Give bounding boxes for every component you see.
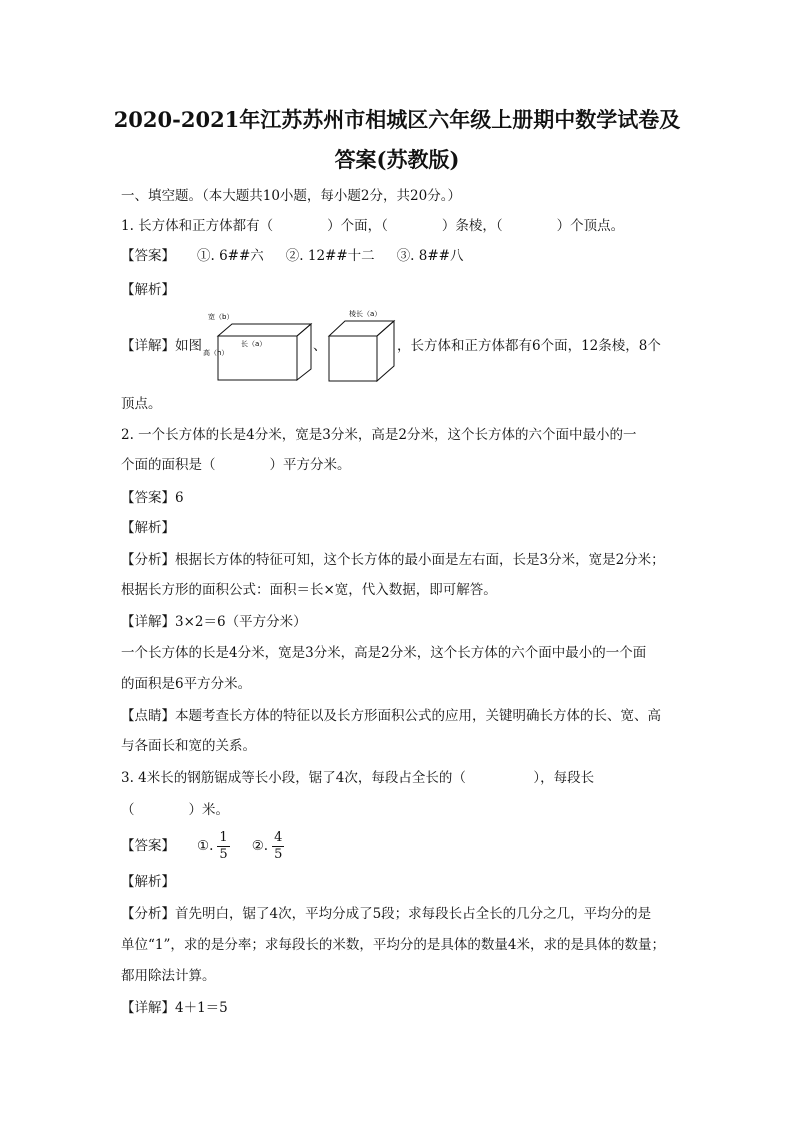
q1-detail-end: 顶点。 bbox=[121, 396, 162, 412]
section-heading: 一、填空题。（本大题共10小题，每小题2分，共20分。） bbox=[121, 188, 461, 204]
q1-analysis-tag: 【解析】 bbox=[121, 282, 175, 298]
cube-diagram bbox=[327, 306, 401, 382]
q2-question-line-2: 个面的面积是（ ）平方分米。 bbox=[121, 457, 351, 473]
q2-conclusion-line-2: 的面积是6平方分米。 bbox=[121, 676, 252, 692]
q2-analysis-line-1: 【分析】根据长方体的特征可知，这个长方体的最小面是左右面，长是3分米，宽是2分米； bbox=[121, 552, 665, 568]
q1-detail-prefix: 【详解】如图 bbox=[121, 338, 202, 354]
q2-conclusion-line-1: 一个长方体的长是4分米，宽是3分米，高是2分米，这个长方体的六个面中最小的一个面 bbox=[121, 645, 647, 661]
q3-answer-2: ②. $\frac{4}{5}$ bbox=[251, 830, 283, 862]
q3-question-line-2: （ ）米。 bbox=[121, 802, 229, 818]
q3-analysis-line-1: 【分析】首先明白，锯了4次，平均分成了5段；求每段长占全长的几分之几，平均分的是 bbox=[121, 906, 652, 922]
q2-analysis-tag: 【解析】 bbox=[121, 520, 175, 536]
cuboid-width-label: 宽（b） bbox=[208, 313, 234, 321]
fraction-four-fifths: $\frac{4}{5}$ bbox=[274, 830, 283, 862]
q2-analysis-line-2: 根据长方形的面积公式：面积＝长×宽，代入数据，即可解答。 bbox=[121, 582, 497, 598]
cuboid-height-label: 高（h） bbox=[203, 349, 229, 357]
q3-analysis-tag: 【解析】 bbox=[121, 874, 175, 890]
q2-answer: 【答案】6 bbox=[121, 490, 184, 506]
q2-detail: 【详解】3×2＝6（平方分米） bbox=[121, 614, 307, 630]
fraction-one-fifth: $\frac{1}{5}$ bbox=[219, 830, 228, 862]
q1-question: 1. 长方体和正方体都有（ ）个面，（ ）条棱，（ ）个顶点。 bbox=[121, 218, 625, 234]
q3-detail: 【详解】4＋1＝5 bbox=[121, 1000, 228, 1016]
cuboid-diagram bbox=[203, 306, 327, 382]
q3-answer bbox=[121, 828, 677, 864]
document-title-line-2: 答案(苏教版) bbox=[334, 147, 460, 172]
answer-tag: 【答案】 bbox=[121, 248, 175, 264]
q1-answer-1: ①. 6##六 bbox=[197, 248, 264, 264]
q1-answer-2: ②. 12##十二 bbox=[285, 248, 375, 264]
cuboid-length-label: 长（a） bbox=[241, 340, 267, 348]
q1-answer-3: ③. 8##八 bbox=[396, 248, 464, 264]
q2-comment-line-2: 与各面长和宽的关系。 bbox=[121, 738, 256, 754]
document-title-line-1: 2020-2021年江苏苏州市相城区六年级上册期中数学试卷及 bbox=[113, 107, 681, 132]
q3-answer-1: ①. $\frac{1}{5}$ bbox=[197, 830, 228, 862]
q2-comment-line-1: 【点睛】本题考查长方体的特征以及长方形面积公式的应用，关键明确长方体的长、宽、高 bbox=[121, 708, 661, 724]
q1-answer bbox=[121, 246, 677, 266]
q3-analysis-line-3: 都用除法计算。 bbox=[121, 968, 216, 984]
q1-detail-suffix: ，长方体和正方体都有6个面，12条棱，8个 bbox=[397, 338, 661, 354]
q3-question-line-1: 3. 4米长的钢筋锯成等长小段，锯了4次，每段占全长的（ ），每段长 bbox=[121, 770, 595, 786]
q2-question-line-1: 2. 一个长方体的长是4分米，宽是3分米，高是2分米，这个长方体的六个面中最小的一 bbox=[121, 427, 637, 443]
q3-analysis-line-2: 单位“1”，求的是分率；求每段长的米数，平均分的是具体的数量4米，求的是具体的数量； bbox=[121, 937, 665, 953]
cube-edge-label: 棱长（a） bbox=[349, 310, 382, 318]
answer-tag: 【答案】 bbox=[121, 838, 175, 854]
q1-separator: 、 bbox=[313, 338, 327, 354]
